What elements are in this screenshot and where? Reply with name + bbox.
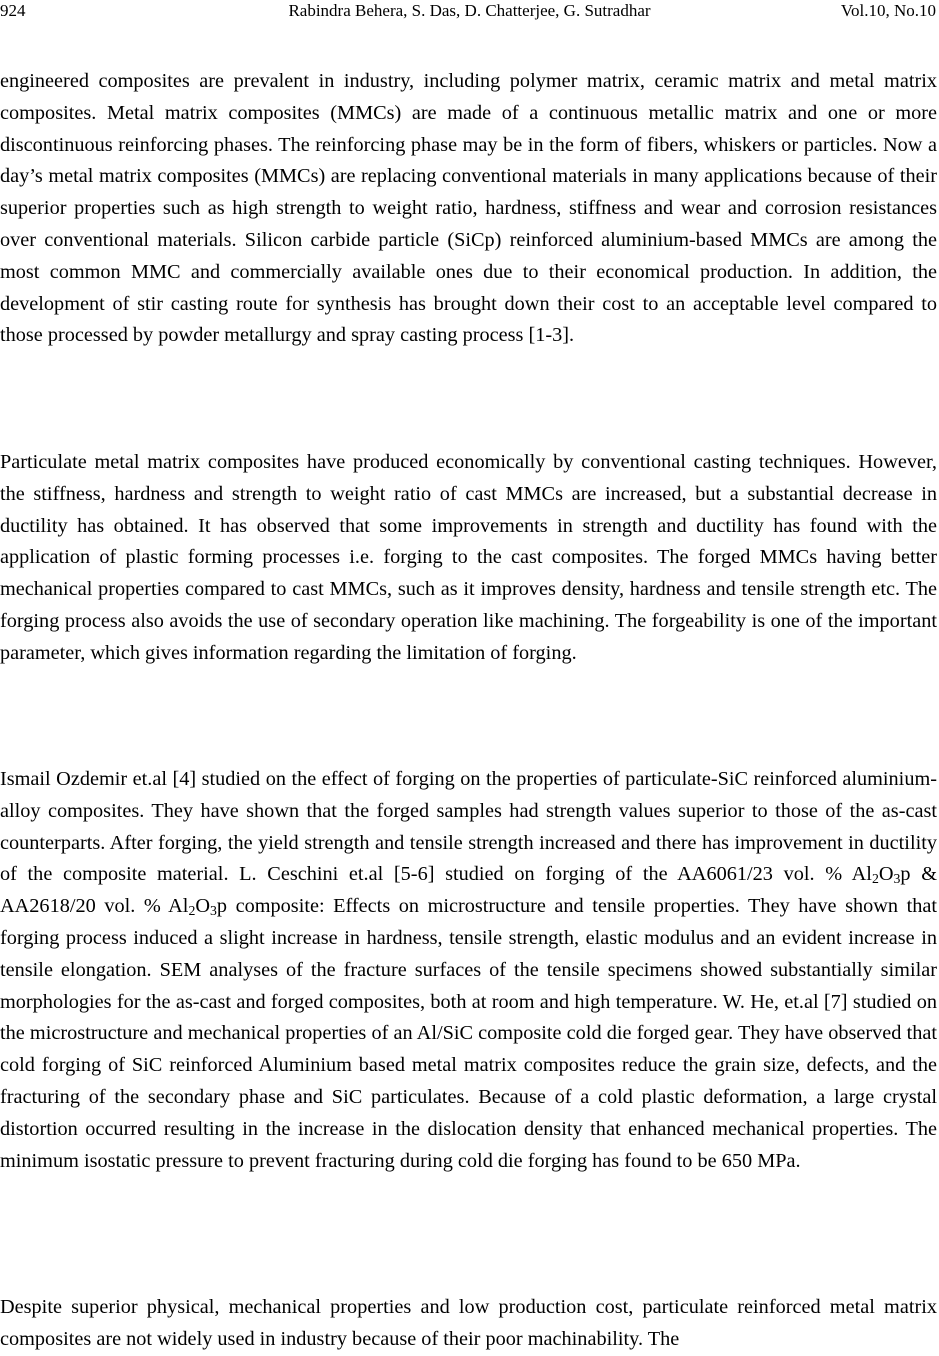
- subscript: 2: [188, 903, 196, 919]
- paragraph-3-text-e: p composite: Effects on microstructure and tensile properties. They have shown that forging process induced a slight increase in hardness, tensile strength, elastic modulus and an evident increase in tensile elongation. SEM analyses of the fracture surfaces of the tensile specimens showed substantially similar morphologies for the as-cast and forged composites, both at room and high temperature. W. He, et.al [7] studied on the microstructure and mechanical properties of an Al/SiC composite cold die forged gear. They have observed that cold forging of SiC reinforced Aluminium based metal matrix composites reduce the grain size, defects, and the fracturing of the secondary phase and SiC particulates. Because of a cold plastic deformation, a large crystal distortion occurred resulting in the increase in the dislocation density that enhanced mechanical properties. The minimum isostatic pressure to prevent fracturing during cold die forging has found to be 650 MPa.: [0, 895, 937, 1172]
- paragraph-3-text-d: O: [195, 895, 211, 918]
- running-header: [0, 0, 939, 24]
- body-paragraph-4: Despite superior physical, mechanical properties and low production cost, particulate reinforced metal matrix composites are not widely used in industry because of their poor machinability. The: [0, 1296, 937, 1350]
- subscript: 3: [210, 903, 217, 919]
- paragraph-3-text-c: p & AA2618/20 vol. % Al: [0, 863, 937, 918]
- paragraph-3-text-a: Ismail Ozdemir et.al [4] studied on the effect of forging on the properties of particulate-SiC reinforced aluminium-alloy composites. They have shown that the forged samples had strength values superior to those of the as-cast counterparts. After forging, the yield strength and tensile strength increased and there has improvement in ductility of the composite material. L. Ceschini et.al [5-6] studied on forging of the AA6061/23 vol. % Al: [0, 768, 937, 886]
- page-number: 924: [0, 1, 26, 20]
- body-paragraph-2: Particulate metal matrix composites have produced economically by conventional casting techniques. However, the stiffness, hardness and strength to weight ratio of cast MMCs are increased, but a substantial decrease in ductility has obtained. It has observed that some improvements in strength and ductility has found with the application of plastic forming processes i.e. forging to the cast composites. The forged MMCs having better mechanical properties compared to cast MMCs, such as it improves density, hardness and tensile strength etc. The forging process also avoids the use of secondary operation like machining. The forgeability is one of the important parameter, which gives information regarding the limitation of forging.: [0, 451, 937, 664]
- running-header-authors: Rabindra Behera, S. Das, D. Chatterjee, G. Sutradhar: [288, 1, 651, 20]
- body-paragraph-1: engineered composites are prevalent in industry, including polymer matrix, ceramic matrix and metal matrix composites. Metal matrix composites (MMCs) are made of a continuous metallic matrix and one or more discontinuous reinforcing phases. The reinforcing phase may be in the form of fibers, whiskers or particles. Now a day’s metal matrix composites (MMCs) are replacing conventional materials in many applications because of their superior properties such as high strength to weight ratio, hardness, stiffness and wear and corrosion resistances over conventional materials. Silicon carbide particle (SiCp) reinforced aluminium-based MMCs are among the most common MMC and commercially available ones due to their economical production. In addition, the development of stir casting route for synthesis has brought down their cost to an acceptable level compared to those processed by powder metallurgy and spray casting process [1-3].: [0, 70, 937, 347]
- body-paragraph-3: [0, 764, 937, 1177]
- subscript: 2: [871, 871, 879, 887]
- paragraph-3-text-b: O: [878, 863, 894, 886]
- subscript: 3: [893, 871, 901, 887]
- volume-issue: Vol.10, No.10: [840, 1, 936, 20]
